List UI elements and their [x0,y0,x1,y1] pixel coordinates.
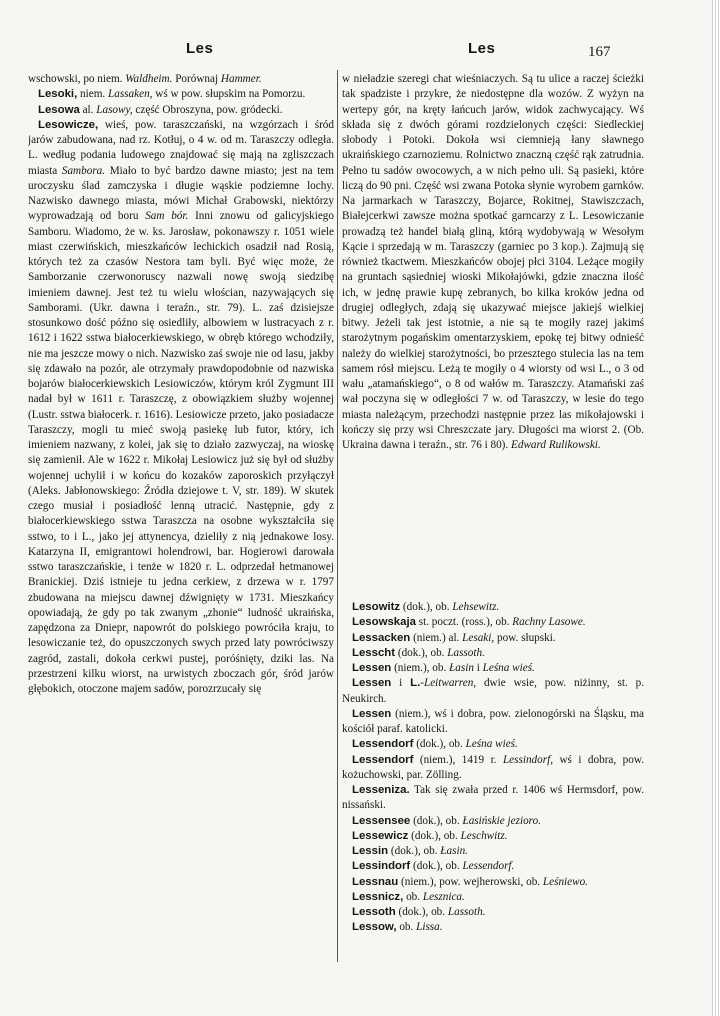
continued-entry-lesowicze [342,72,644,453]
entry-headword: Lesscht [352,646,396,659]
entry-reference: Lassoth. [447,906,486,918]
entry-text: wś i dobra, pow. kożuchowski, par. Zölling. [342,753,644,781]
entry-text: dwie wsie, pow. niżinny, st. p. Neukirch. [342,677,644,705]
entry-headword: Lesseniza. [352,784,410,796]
dictionary-entry [342,859,644,874]
entry-reference: Lesaki, [462,631,495,644]
entry-headword: L. [410,677,421,690]
dictionary-entry [342,661,644,676]
entry-headword: Lessindorf [352,860,411,873]
entry-reference: Łasińskie jezioro. [462,814,541,827]
entry-lesowa [28,103,334,118]
page-edge-binding [712,0,720,1016]
entry-reference: Lessindorf, [502,753,553,766]
entry-text: (dok.), ob. [413,738,466,751]
page-number: 167 [588,44,611,60]
author-signature: Edward Rulikowski. [511,439,601,451]
dictionary-entry [342,737,644,752]
entry-reference: Rachny Lasowe. [512,616,586,629]
entry-text: (niem.), 1419 r. [413,753,503,766]
entry-headword: Lessen [352,662,392,674]
entry-headword: Lesowicze, [38,118,99,131]
left-column [28,72,334,998]
entry-text: wieś, pow. taraszczański, na wzgórzach i śród jarów zabudowana, nad rz. Kotłuj, o 4 w. od m. Taraszczy odległa. L. według podania ludowego znajdować się mają na zgliszczach miasta [28,118,334,177]
entry-headword: Lessendorf [352,738,414,751]
dictionary-entry [342,920,644,935]
dictionary-entry [342,753,644,784]
dictionary-entry [342,615,644,630]
dictionary-entry [342,875,644,890]
entry-text: i [391,677,411,690]
column-divider [337,70,338,962]
entry-text: ob. [403,890,423,903]
entry-reference: Hammer. [220,73,262,85]
running-header-right: Les [468,40,496,57]
entry-reference: Lessendorf. [462,860,515,873]
entry-text: ob. [396,921,417,934]
entry-text: st. poczt. (ross.), ob. [415,616,513,629]
entry-text: (dok.), ob. [410,814,463,827]
entry-reference: Leśna wieś. [482,662,535,674]
dictionary-entry [342,631,644,646]
dictionary-entry [342,676,644,707]
entry-text: al. [79,103,97,116]
running-header-left: Les [186,40,214,57]
entry-text: (dok.), ob. [395,646,448,659]
entry-text: (niem.), ob. [391,662,450,674]
entry-headword: Lesowskaja [352,616,416,629]
entry-reference: Łasin. [440,845,468,857]
entry-reference: Waldheim. [125,73,173,85]
entry-reference: Leschwitz. [460,829,508,842]
entry-headword: Lessin [352,845,389,857]
entry-headword: Lessensee [352,814,411,827]
entry-reference: Lasowy, [96,103,133,116]
entry-headword: Lesoki, [38,88,78,101]
entry-headword: Lessoth [352,906,396,918]
dictionary-entry [342,814,644,829]
entry-headword: Lessewicz [352,829,409,842]
entry-text: pow. słupski. [494,631,556,644]
entry-headword: Lesowitz [352,601,401,613]
entry-text: (niem.), pow. wejherowski, ob. [398,875,543,888]
dictionary-entry [342,905,644,920]
entry-reference: Lehsewitz. [452,601,500,613]
entry-reference: Sam bór. [145,210,189,223]
dictionary-entry [342,829,644,844]
entry-reference: Lassoth. [447,646,485,659]
entry-reference: Sambora. [61,164,106,177]
entry-text: (dok.), ob. [395,906,448,918]
entry-lesoki [28,87,334,102]
entry-text: (dok.), ob. [410,860,463,873]
entry-reference: Lesznica. [422,890,465,903]
entry-lesowicze [28,118,334,698]
entry-headword: Lessacken [352,631,411,644]
continued-entry [28,72,334,87]
dictionary-entry [342,844,644,859]
entry-list [342,600,644,970]
entry-reference: Lassaken, [108,88,153,101]
entry-reference: Łasin [449,662,474,674]
entry-headword: Lessen [352,707,392,720]
entry-text: niem. [77,88,109,101]
entry-text: wschowski, po niem. [28,73,126,85]
entry-reference: -Leitwarren, [420,677,477,690]
entry-text: Inni znowu od galicyjskiego Samboru. Wiadomo, że w. ks. Jarosław, pokonawszy r. 1051 wiele miast czerwińskich, mieszkańców lechickich osadził nad Rosią, których też za czasów Nestora tam byli. Być więc może, że Samborzanie czerwonoruscy nazwali nowę swoją siedzibę imieniem dawnej. Jest też tu wielu włościan, nazywających się Samborami. (Ukr. dawna i teraźn., str. 79). L. zaś dzisiejsze stosunkowo dość późno się osiedliły, albowiem w lustracyach z r. 1612 i 1622 sstwa białocerkiewskiego, w obręb którego wchodziły, nie ma jeszcze mowy o nich. Nazwisko zaś swoje nie od lasu, jakby się zdawało na pozór, ale otrzymały prawdopodobnie od nazwiska bojarów białocerkiewskich Lesiowiczów, którym król Zygmunt III nadał był w 1611 r. Taraszczę, z obowiązkiem służby wojennej (Lustr. sstwa białocerk. r. 1616). Lesiowicze przeto, jako posiadacze Taraszczy, mogli tu mieć swoją pasiekę lub futor, który, ich imieniem nazwany, z kolei, jak się to działo zazwyczaj, na wioskę się zamienił. Ale w 1622 r. Mikołaj Lesiowicz już się był od służby wojennej uchylił i w końcu do kozaków zaporoskich przyłączył (Aleks. Jabłonowskiego: Źródła dziejowe t. V, str. 189). W skutek czego musiał i posiadłość lenną utracić. Następnie, gdy z białocerkiewskiego sstwa Taraszcza na osobne wykształciła się sstwo, to i L., jako jej attynencya, dzieliły z nią jednakowe losy. Katarzyna II, emigrantowi holendrowi, bar. Hogierowi darowała sstwo taraszczańskie, i tenże w 1820 r. L. odprzedał hetmanowej Branickiej. Dziś istnieje tu jedna cerkiew, z drzewa w r. 1797 zbudowana na miejscu dawnej dźwignięty w 1731. Mieszkańcy opowiadają, że gdy po tak zwanym „zhonie“ ludność ukraińska, zapędzona za Dniepr, napowrót do polskiego powróciła kraju, to lesowiczanie też, do opuszczonych swych przed laty powróciwszy zagród, zastali, dokoła cerkwi pustej, poróśnięty, dziki las. Na przestrzeni kilku wiorst, na urwistych zboczach gór, śród jarów głębokich, otoczone majem sadów, porozrzucały się [28,210,334,695]
entry-reference: Leśniewo. [542,875,588,888]
entry-text: (dok.), ob. [388,845,441,857]
entry-headword: Lessendorf [352,753,414,766]
entry-text: (dok.), ob. [400,601,453,613]
entry-text: (niem.) al. [410,631,463,644]
dictionary-entry [342,783,644,814]
entry-reference: Leśna wieś. [465,738,518,751]
entry-text: Miało to być bardzo dawne miasto; jest na tem uroczysku ślad zamczyska i długie wąskie podziemne lochy. Nazwisko dawnego miasta, mówi Michał Grabowski, niektórzy wyprowadzają od boru [28,164,334,223]
entry-reference: Lissa. [416,921,443,934]
entry-text: wś w pow. słupskim na Pomorzu. [152,88,306,101]
entry-text: i [473,662,483,674]
entry-text: Tak się zwała przed r. 1406 wś Hermsdorf, pow. nissański. [342,784,644,812]
entry-text: Porównaj [172,73,221,85]
dictionary-entry [342,646,644,661]
dictionary-entry [342,600,644,615]
dictionary-entry [342,890,644,905]
right-column [342,72,644,598]
dictionary-entry [342,707,644,738]
entry-headword: Lessnau [352,875,399,888]
entry-text: część Obroszyna, pow. gródecki. [132,103,283,116]
entry-headword: Lesowa [38,103,80,116]
entry-text: (niem.), wś i dobra, pow. zielonogórski na Śląsku, ma kościół paraf. katolicki. [342,707,644,735]
entry-text: w nieładzie szeregi chat wieśniaczych. Są tu ulice a raczej ścieżki tak spadziste i przykre, że niedostępne dla wozów. Z wyżyn na wertepy gór, na kręty łańcuch jarów, widok zachwycający. Wś składa się z dwóch górami rozdzielonych części: Siedleckiej słobody i Potoki. Dokoła wsi ciemnieją łany sławnego ukraińskiego czarnoziemu. Rolnictwo znaczną część rąk zatrudnia. Pełno tu sadów owocowych, a w nich pełno uli. Są pasieki, które liczą do 90 pni. Część wsi zwana Potoka słynie wyrobem garnków. Na jarmarkach w Taraszczy, Bojarce, Rokitnej, Stawiszczach, Białejcerkwi zawsze można spotkać garncarzy z L. Lesowiczanie prowadzą też handel białą gliną, którą wydobywają w Wesołym Kącie i sprzedają w m. Taraszczy (garniec po 3 kop.). Zajmują się również tkactwem. Mieszkańców obojej płci 3104. Leżące mogiły na gruntach sąsiedniej wioski Mikołajówki, gdzie znaczna ilość ich, w jednę prawie kupę zebranych, bo kilka kroków jedna od drugiej odległych, zdają się ukazywać miejsce jakiejś wielkiej bitwy. Jeżeli tak jest istotnie, a nie są te mogiły razej jakimś starożytnym pogańskim omentarzyskiem, epokę tej bitwy odnieść należy do wielkiej starożytności, bo przesztego stulecia las na tem samem rósł miejscu. Leżą te mogiły o 4 wiorsty od wsi L., o 3 od wału „atamańskiego“, o 8 od wałów m. Taraszczy. Atamański zaś wał poczyna się w odległości 7 w. od Taraszczy, w lesie do tego miasta należącym, przechodzi następnie przez las mikołajowski i kończy się przy wsi Chreszczate jary. Długości ma wiorst 2. (Ob. Ukraina dawna i teraźn., str. 76 i 80). [342,73,644,451]
entry-headword: Lessen [352,677,392,690]
entry-headword: Lessnicz, [352,890,404,903]
entry-text: (dok.), ob. [408,829,461,842]
entry-headword: Lessow, [352,921,397,934]
